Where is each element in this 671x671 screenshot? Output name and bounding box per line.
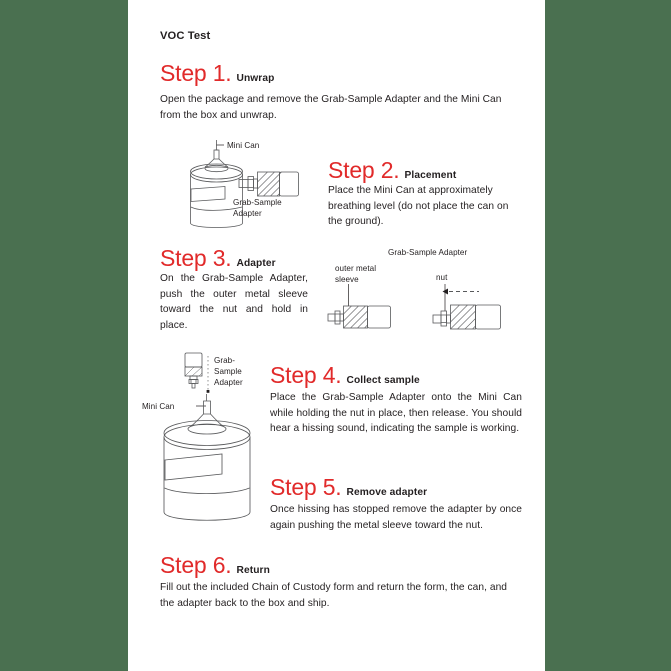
page-title: VOC Test (160, 30, 211, 42)
step-3-subtitle: Adapter (236, 258, 276, 269)
step-6-heading (160, 552, 270, 579)
step-5-number: Step 5. (270, 474, 342, 500)
step-1-body: Open the package and remove the Grab-Sample Adapter and the Mini Can from the box and unwrap. (160, 94, 502, 121)
step-5-heading (270, 474, 427, 501)
figure3-sleeve-label-line1: outer metal (335, 264, 377, 273)
figure3-title: Grab-Sample Adapter (388, 248, 468, 257)
step-4-number: Step 4. (270, 362, 342, 388)
figure1-mini-can-label: Mini Can (227, 141, 260, 150)
step-6-subtitle: Return (236, 565, 270, 576)
step-4-body: Place the Grab-Sample Adapter onto the Mini Can while holding the nut in place, then release. You should hear a hissing sound, indicating the sample is working. (270, 392, 522, 434)
step-1-heading (160, 60, 274, 87)
figure4-adapter-label-line2: Sample (214, 367, 242, 376)
figure4-adapter-label-line1: Grab- (214, 356, 235, 365)
document-content (128, 0, 545, 671)
figure3-nut-label: nut (436, 273, 448, 282)
step-2-subtitle: Placement (404, 170, 457, 181)
figure-adapter-3-left (328, 284, 418, 332)
step-4-subtitle: Collect sample (346, 375, 420, 386)
step-5-subtitle: Remove adapter (346, 487, 428, 498)
step-1-number: Step 1. (160, 60, 232, 86)
step-6-body: Fill out the included Chain of Custody form and return the form, the can, and the adapter back to the box and ship. (160, 582, 508, 609)
step-3-heading (160, 245, 276, 272)
step-6-number: Step 6. (160, 552, 232, 578)
figure3-sleeve-label-line2: sleeve (335, 275, 359, 284)
document-page (128, 0, 545, 671)
push-direction-arrow (443, 289, 480, 295)
step-3-body: On the Grab-Sample Adapter, push the outer metal sleeve toward the nut and hold in place. (160, 273, 308, 331)
step-5-body: Once hissing has stopped remove the adapter by once again pushing the metal sleeve toward the nut. (270, 504, 522, 531)
step-2-number: Step 2. (328, 157, 400, 183)
figure1-adapter-label-line1: Grab-Sample (233, 198, 282, 207)
step-2-heading (328, 157, 456, 184)
step-3-number: Step 3. (160, 245, 232, 271)
step-1-subtitle: Unwrap (236, 73, 275, 84)
figure-adapter-3-right (433, 282, 533, 332)
step-2-body: Place the Mini Can at approximately breathing level (do not place the can on the ground). (328, 185, 509, 227)
step-4-heading (270, 362, 420, 389)
figure4-mini-can-label: Mini Can (142, 402, 175, 411)
figure1-adapter-label-line2: Adapter (233, 209, 262, 218)
figure4-adapter-label-line3: Adapter (214, 378, 243, 387)
